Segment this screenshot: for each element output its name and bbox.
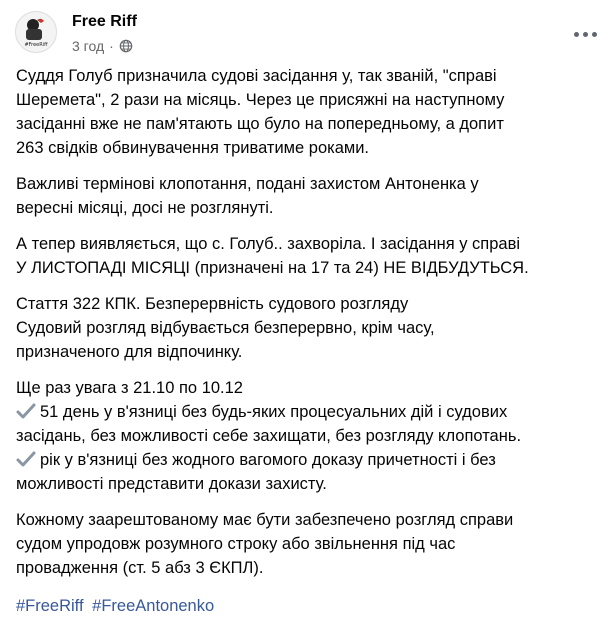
check-mark-icon — [16, 403, 36, 419]
notice-item-2 — [16, 448, 606, 472]
avatar[interactable] — [15, 11, 57, 53]
hashtag-freeantonenko[interactable]: #FreeAntonenko — [92, 597, 215, 615]
text-line: провадження (ст. 5 абз 3 ЄКПЛ). — [16, 559, 264, 577]
notice-item-text: засідань, без можливості себе захищати, без розгляду клопотань. — [16, 427, 522, 445]
text-line: Важливі термінові клопотання, подані захистом Антоненка у — [16, 175, 479, 193]
hashtags — [16, 594, 606, 618]
notice-item-text: рік у в'язниці без жодного вагомого доказу причетності і без — [40, 451, 496, 469]
text-line: 263 свідків обвинувачення триватиме роками. — [16, 139, 370, 157]
paragraph-1 — [16, 64, 606, 160]
text-line: У ЛИСТОПАДІ МІСЯЦІ (призначені на 17 та 24) НЕ ВІДБУДУТЬСЯ. — [16, 259, 529, 277]
notice-item-text: 51 день у в'язниці без будь-яких процесуальних дій і судових — [40, 403, 508, 421]
post-time[interactable]: 3 год — [72, 38, 105, 54]
closing-paragraph — [16, 508, 606, 580]
text-line: Шеремета", 2 рази на місяць. Через це присяжні на наступному — [16, 91, 505, 109]
text-line: призначеного для відпочинку. — [16, 343, 243, 361]
text-line: Кожному заарештованому має бути забезпечено розгляд справи — [16, 511, 514, 529]
post-meta — [72, 38, 133, 54]
check-mark-icon — [16, 451, 36, 467]
post-header — [0, 0, 616, 70]
text-line: Суддя Голуб призначила судові засідання у, так званій, "справі — [16, 67, 497, 85]
paragraph-2 — [16, 172, 606, 220]
hashtag-freeriff[interactable]: #FreeRiff — [16, 597, 84, 615]
post-body — [16, 64, 606, 618]
text-line: А тепер виявляється, що с. Голуб.. захворіла. І засідання у справі — [16, 235, 521, 253]
meta-separator: · — [109, 38, 114, 54]
notice-item-1 — [16, 400, 606, 424]
paragraph-3 — [16, 232, 606, 280]
text-line: Стаття 322 КПК. Безперервність судового розгляду — [16, 295, 409, 313]
text-line: вересні місяці, досі не розглянуті. — [16, 199, 274, 217]
more-options-icon[interactable] — [570, 24, 600, 44]
notice-item-text: можливості представити докази захисту. — [16, 475, 327, 493]
notice-block — [16, 376, 606, 496]
paragraph-4 — [16, 292, 606, 364]
text-line: судом упродовж розумного строку або звільнення під час — [16, 535, 456, 553]
text-line: засіданні вже не пам'ятають що було на попередньому, а допит — [16, 115, 504, 133]
globe-icon[interactable] — [119, 39, 133, 53]
author-name[interactable]: Free Riff — [72, 13, 137, 30]
notice-intro: Ще раз увага з 21.10 по 10.12 — [16, 379, 243, 397]
avatar-logo — [16, 12, 56, 52]
text-line: Судовий розгляд відбувається безперервно, крім часу, — [16, 319, 435, 337]
svg-text:#FreeRiff: #FreeRiff — [24, 42, 48, 48]
